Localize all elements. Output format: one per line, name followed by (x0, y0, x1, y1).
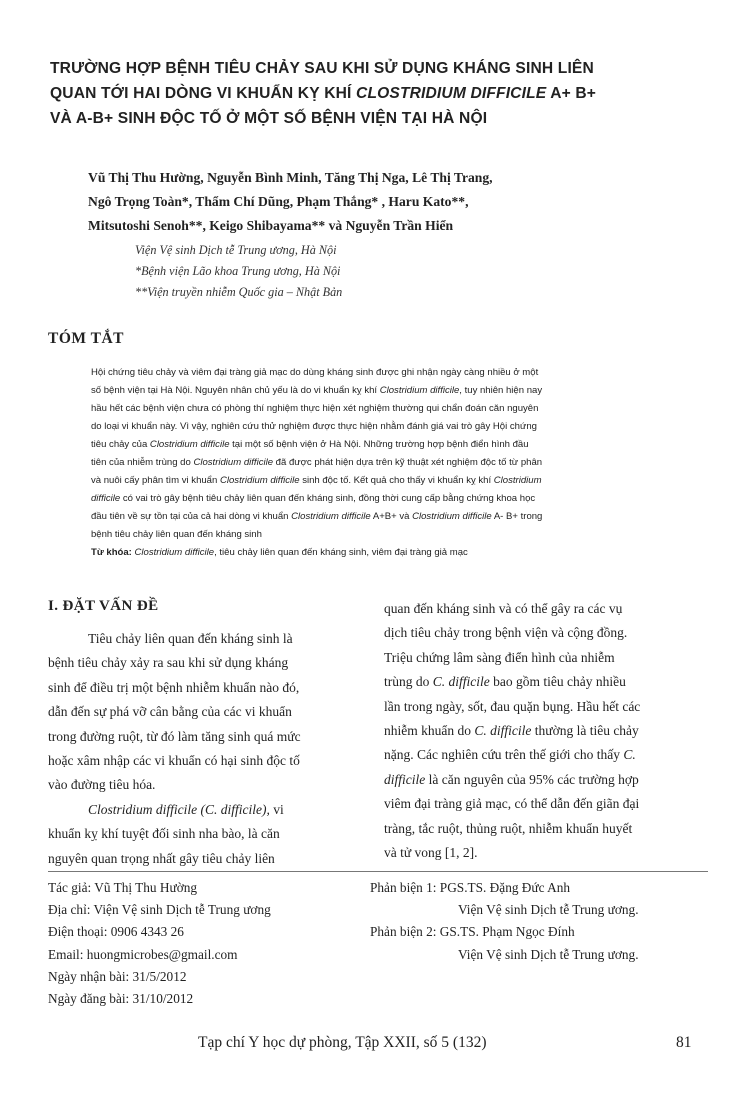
reviewer-1: Phản biện 1: PGS.TS. Đặng Đức Anh (370, 880, 571, 895)
abstract-line (91, 508, 703, 526)
body-line: viêm đại tràng giả mạc, có thể dẫn đến giãn đại (384, 796, 640, 812)
abstract-line (91, 472, 703, 490)
abstract-line (91, 436, 703, 454)
body-line: Tiêu chảy liên quan đến kháng sinh là (88, 631, 293, 646)
body-text: trùng do (384, 674, 433, 690)
abstract-text: , tuy nhiên hiện nay (459, 384, 543, 396)
title-line-2-end: A+ B+ (546, 85, 597, 102)
abstract-text: tiên của nhiễm trùng do (91, 456, 194, 468)
body-line (48, 798, 360, 822)
title-line-3: VÀ A-B+ SINH ĐỘC TỐ Ở MỘT SỐ BỆNH VIỆN TẠI HÀ NỘI (50, 110, 488, 127)
abstract-organism: Clostridium difficile (379, 384, 460, 396)
keywords-organism: Clostridium difficile (131, 546, 215, 558)
body-text: là căn nguyên của 95% các trường hợp (425, 771, 639, 787)
abstract-line (91, 454, 703, 472)
keywords-label: Từ khóa: (91, 546, 132, 558)
body-text: vi (269, 801, 284, 817)
abstract-text: số bệnh viện tại Hà Nội. Nguyên nhân chủ yếu là do vi khuẩn kỵ khí (91, 384, 380, 396)
title-line-1: TRƯỜNG HỢP BỆNH TIÊU CHẢY SAU KHI SỬ DỤNG KHÁNG SINH LIÊN (50, 60, 594, 77)
abstract-text: tại một số bệnh viện ở Hà Nội. Những trường hợp bệnh điển hình đầu (229, 438, 529, 450)
body-line: tràng, tắc ruột, thủng ruột, nhiễm khuẩn huyết (384, 820, 633, 836)
abstract-heading: TÓM TẮT (48, 330, 124, 347)
affiliation-3: **Viện truyền nhiễm Quốc gia – Nhật Bản (135, 285, 343, 299)
authors-line-2: Ngô Trọng Toàn*, Thẩm Chí Dũng, Phạm Thắng* , Haru Kato**, (88, 194, 469, 209)
abstract-organism: Clostridium difficile (193, 456, 274, 468)
reviewer-1-affiliation: Viện Vệ sinh Dịch tễ Trung ương. (458, 902, 639, 918)
abstract-line: hầu hết các bệnh viện chưa có phòng thí nghiệm thực hiện xét nghiệm thường qui chẩn đoán căn nguyên (91, 402, 539, 414)
abstract-text: tiêu chảy của (91, 438, 150, 450)
article-title (50, 56, 710, 131)
abstract-text: đã được phát hiện dựa trên kỹ thuật xét nghiệm độc tố từ phân (273, 456, 543, 468)
abstract-organism: Clostridium difficile (219, 474, 300, 486)
body-line: bệnh tiêu chảy xảy ra sau khi sử dụng kháng (48, 655, 289, 671)
abstract-line (91, 490, 703, 508)
abstract-line: Hội chứng tiêu chảy và viêm đại tràng giả mạc do dùng kháng sinh được ghi nhận ngày càng nhiều ở một (91, 367, 539, 378)
abstract-text: A+B+ và (370, 510, 413, 522)
body-line: và tử vong [1, 2]. (384, 845, 478, 861)
abstract-line: do loại vi khuẩn này. Vì vậy, nghiên cứu thử nghiệm được thực hiện nhằm đánh giá vai trò gây Hội chứng (91, 420, 537, 432)
reviewer-2-affiliation: Viện Vệ sinh Dịch tễ Trung ương. (458, 946, 639, 962)
keywords (91, 544, 703, 562)
page-number: 81 (676, 1034, 692, 1051)
abstract-organism: Clostridium difficile (291, 510, 371, 522)
affiliation-1: Viện Vệ sinh Dịch tễ Trung ương, Hà Nội (135, 243, 337, 257)
body-text: bao gồm tiêu chảy nhiều (489, 674, 626, 690)
abstract-organism: difficile (91, 492, 121, 504)
body-line: vào đường tiêu hóa. (48, 777, 156, 793)
body-text: nặng. Các nghiên cứu trên thế giới cho thấy (384, 747, 624, 763)
body-line: quan đến kháng sinh và có thể gây ra các vụ (384, 601, 623, 616)
body-column-left (48, 595, 360, 871)
journal-citation: Tạp chí Y học dự phòng, Tập XXII, số 5 (132) (198, 1034, 487, 1051)
body-line: sinh để điều trị một bệnh nhiễm khuẩn nào đó, (48, 679, 300, 695)
abstract-text: đầu tiên về sự tồn tại của cả hai dòng vi khuẩn (91, 510, 292, 522)
author-contact-info (48, 877, 368, 1010)
affiliations (135, 240, 635, 303)
abstract-organism: Clostridium (493, 474, 542, 486)
body-line (384, 768, 706, 792)
abstract-text: A- B+ trong (491, 510, 543, 522)
abstract-text: sinh độc tố. Kết quả cho thấy vi khuẩn kỵ khí (299, 474, 494, 486)
body-text: nhiễm khuẩn do (384, 723, 475, 739)
section-heading: I. ĐẶT VẤN ĐỀ (48, 598, 159, 614)
published-date: Ngày đăng bài: 31/10/2012 (48, 991, 194, 1007)
body-organism: Clostridium difficile (C. difficile), (88, 801, 270, 817)
body-line (384, 670, 706, 694)
abstract-organism: Clostridium difficile (149, 438, 230, 450)
abstract-text: có vai trò gây bệnh tiêu chảy liên quan đến kháng sinh, đồng thời cung cấp bằng chứng khoa học (120, 492, 536, 504)
abstract-line: bệnh tiêu chảy liên quan đến kháng sinh (91, 528, 262, 540)
reviewer-info (370, 877, 710, 966)
title-line-2 (50, 81, 710, 106)
abstract-text: và nuôi cấy phân tìm vi khuẩn (91, 474, 220, 486)
authors-line-1: Vũ Thị Thu Hường, Nguyễn Bình Minh, Tăng Thị Nga, Lê Thị Trang, (88, 170, 493, 185)
affiliation-2: *Bệnh viện Lão khoa Trung ương, Hà Nội (135, 264, 341, 278)
body-organism: C. (623, 747, 636, 763)
author-address: Địa chỉ: Viện Vệ sinh Dịch tễ Trung ương (48, 902, 271, 918)
body-text: thường là tiêu chảy (531, 723, 639, 739)
abstract-organism: Clostridium difficile (412, 510, 492, 522)
author-email: Email: huongmicrobes@gmail.com (48, 946, 238, 962)
body-column-right (384, 597, 706, 865)
body-line: dẫn đến sự phá vỡ cân bằng của các vi khuẩn (48, 704, 292, 720)
corresponding-author: Tác giả: Vũ Thị Thu Hường (48, 880, 198, 895)
abstract-line (91, 382, 703, 400)
body-organism: C. difficile (474, 723, 532, 739)
reviewer-2: Phản biện 2: GS.TS. Phạm Ngọc Đính (370, 924, 575, 940)
body-line: khuẩn kỵ khí tuyệt đối sinh nha bào, là căn (48, 826, 280, 842)
title-organism: CLOSTRIDIUM DIFFICILE (356, 85, 547, 102)
footer-divider (48, 871, 708, 872)
author-phone: Điện thoại: 0906 4343 26 (48, 924, 184, 940)
body-line (384, 719, 706, 743)
body-organism: difficile (384, 771, 426, 787)
author-list (88, 166, 688, 238)
body-line: dịch tiêu chảy trong bệnh viện và cộng đồng. (384, 625, 628, 641)
body-line: Triệu chứng lâm sàng điển hình của nhiễm (384, 649, 615, 665)
body-line: nguyên quan trọng nhất gây tiêu chảy liên (48, 850, 275, 866)
body-line: trong đường ruột, từ đó làm tăng sinh quá mức (48, 728, 301, 744)
body-organism: C. difficile (432, 674, 490, 690)
body-line: lần trong ngày, sốt, đau quặn bụng. Hầu hết các (384, 698, 641, 714)
body-line (384, 743, 706, 767)
received-date: Ngày nhận bài: 31/5/2012 (48, 968, 187, 984)
abstract-body (91, 364, 703, 561)
authors-line-3: Mitsutoshi Senoh**, Keigo Shibayama** và Nguyễn Trần Hiển (88, 218, 454, 233)
body-line: hoặc xâm nhập các vi khuẩn có hại sinh độc tố (48, 753, 300, 769)
keywords-text: , tiêu chảy liên quan đến kháng sinh, viêm đại tràng giả mạc (214, 546, 468, 558)
title-line-2-start: QUAN TỚI HAI DÒNG VI KHUẨN KỴ KHÍ (50, 85, 357, 102)
